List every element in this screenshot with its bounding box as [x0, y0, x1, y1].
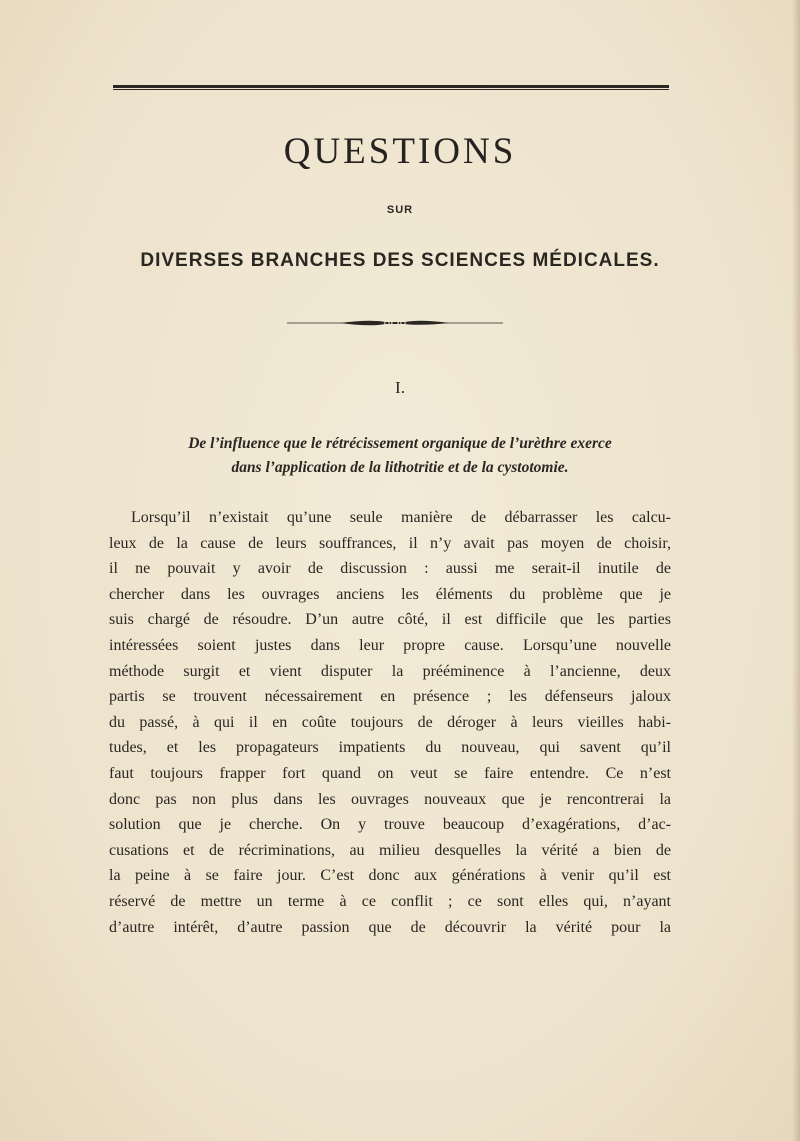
title-connector: SUR [386, 204, 414, 216]
paragraph-line: la peine à se faire jour. C’est donc aux générations à venir qu’il est [109, 867, 671, 885]
paragraph-line: faut toujours frapper fort quand on veut se faire entendre. Ce n’est [109, 764, 671, 782]
paragraph-line: d’autre intérêt, d’autre passion que de découvrir la vérité pour la [109, 918, 671, 936]
heading-line: De l’influence que le rétrécissement organique de l’urèthre exerce [188, 435, 612, 452]
heading-line: dans l’application de la lithotritie et de la cystotomie. [231, 459, 569, 476]
section-heading [110, 432, 690, 480]
paragraph-line: il ne pouvait y avoir de discussion : aussi me serait-il inutile de [109, 560, 671, 578]
top-rule [113, 85, 669, 90]
paragraph-line: cusations et de récriminations, au milieu desquelles la vérité a bien de [109, 841, 671, 859]
paragraph-line: tudes, et les propagateurs impatients du nouveau, qui savent qu’il [109, 739, 671, 757]
paragraph-line: partis se trouvent nécessairement en présence ; les défenseurs jaloux [109, 688, 671, 706]
body-paragraph [109, 505, 671, 940]
page-subtitle: DIVERSES BRANCHES DES SCIENCES MÉDICALES. [140, 250, 660, 271]
paragraph-line: méthode surgit et vient disputer la prééminence à l’ancienne, deux [109, 662, 671, 680]
paragraph-line: Lorsqu’il n’existait qu’une seule manière de débarrasser les calcu- [131, 509, 671, 526]
paragraph-line: suis chargé de résoudre. D’un autre côté, il est difficile que les parties [109, 611, 671, 629]
paragraph-line: intéressées soient justes dans leur propre cause. Lorsqu’une nouvelle [109, 636, 671, 654]
paragraph-line: réservé de mettre un terme à ce conflit ; ce sont elles qui, n’ayant [109, 892, 671, 910]
paragraph-line: donc pas non plus dans les ouvrages nouveaux que je rencontrerai la [109, 790, 671, 808]
paragraph-line: solution que je cherche. On y trouve beaucoup d’exagérations, d’ac- [109, 816, 671, 834]
ornament-divider [285, 313, 505, 333]
paragraph-line: chercher dans les ouvrages anciens les éléments du problème que je [109, 585, 671, 603]
page-title: QUESTIONS [283, 131, 517, 172]
section-number: I. [395, 378, 405, 397]
paragraph-line: leux de la cause de leurs souffrances, il n’y avait pas moyen de choisir, [109, 534, 671, 552]
paragraph-line: du passé, à qui il en coûte toujours de déroger à leurs vieilles habi- [109, 713, 671, 731]
